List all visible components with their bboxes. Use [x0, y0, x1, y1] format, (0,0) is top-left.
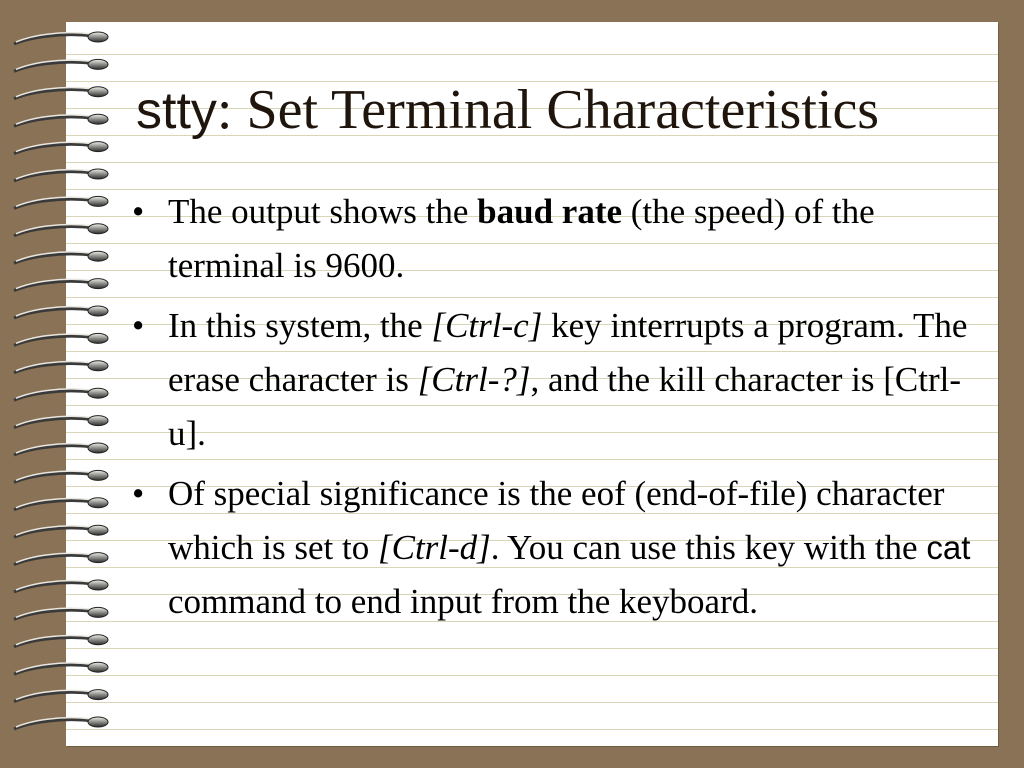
bullet-text: In this system, the	[168, 306, 432, 345]
spiral-coil	[14, 443, 108, 455]
spiral-coil	[14, 333, 108, 345]
bullet-list	[130, 185, 980, 635]
spiral-coil	[14, 279, 108, 291]
spiral-coil	[14, 224, 108, 236]
spiral-coil	[14, 607, 108, 619]
bullet-dot: •	[132, 306, 145, 345]
spiral-coil	[14, 169, 108, 181]
key-ctrl-c: [Ctrl-c]	[431, 306, 543, 345]
spiral-coil	[14, 361, 108, 373]
bullet-dot: •	[132, 474, 145, 513]
spiral-coil	[14, 635, 108, 647]
bullet-item-interrupt-keys	[130, 299, 980, 461]
bullet-text: command to end input from the keyboard.	[168, 582, 758, 621]
spiral-coil	[14, 580, 108, 592]
key-ctrl-d: [Ctrl-d]	[377, 528, 491, 567]
spiral-coil	[14, 690, 108, 702]
spiral-coil	[14, 59, 108, 71]
spiral-coil	[14, 662, 108, 674]
bullet-item-baud-rate	[130, 185, 980, 293]
bullet-text: key interrupts a program. The erase character is	[168, 306, 968, 399]
bullet-text: , and the kill character is [Ctrl-u].	[168, 360, 962, 453]
key-ctrl-question: [Ctrl-?]	[417, 360, 531, 399]
spiral-coil	[14, 87, 108, 99]
spiral-coil	[14, 114, 108, 126]
bullet-bold-term: baud rate	[477, 192, 623, 231]
spiral-coil	[14, 32, 108, 44]
bullet-text: Of special significance is the eof (end-of-file) character which is set to	[168, 474, 945, 567]
slide-title	[136, 80, 996, 142]
spiral-binding-icon	[8, 26, 112, 746]
spiral-coil	[14, 470, 108, 482]
spiral-coil	[14, 525, 108, 537]
spiral-coil	[14, 142, 108, 154]
spiral-coil	[14, 306, 108, 318]
title-text: : Set Terminal Characteristics	[216, 79, 880, 141]
spiral-coil	[14, 416, 108, 428]
bullet-dot: •	[132, 192, 145, 231]
spiral-coil	[14, 553, 108, 565]
bullet-item-eof	[130, 467, 980, 629]
spiral-coil	[14, 196, 108, 208]
bullet-text: . You can use this key with the	[490, 528, 927, 567]
spiral-coil	[14, 388, 108, 400]
spiral-coil	[14, 717, 108, 729]
cat-command: cat	[926, 529, 971, 566]
bullet-text: The output shows the	[168, 192, 478, 231]
bullet-text: (the speed) of the terminal is 9600.	[168, 192, 875, 285]
spiral-coil	[14, 251, 108, 263]
spiral-coil	[14, 498, 108, 510]
title-command: stty	[136, 82, 217, 140]
